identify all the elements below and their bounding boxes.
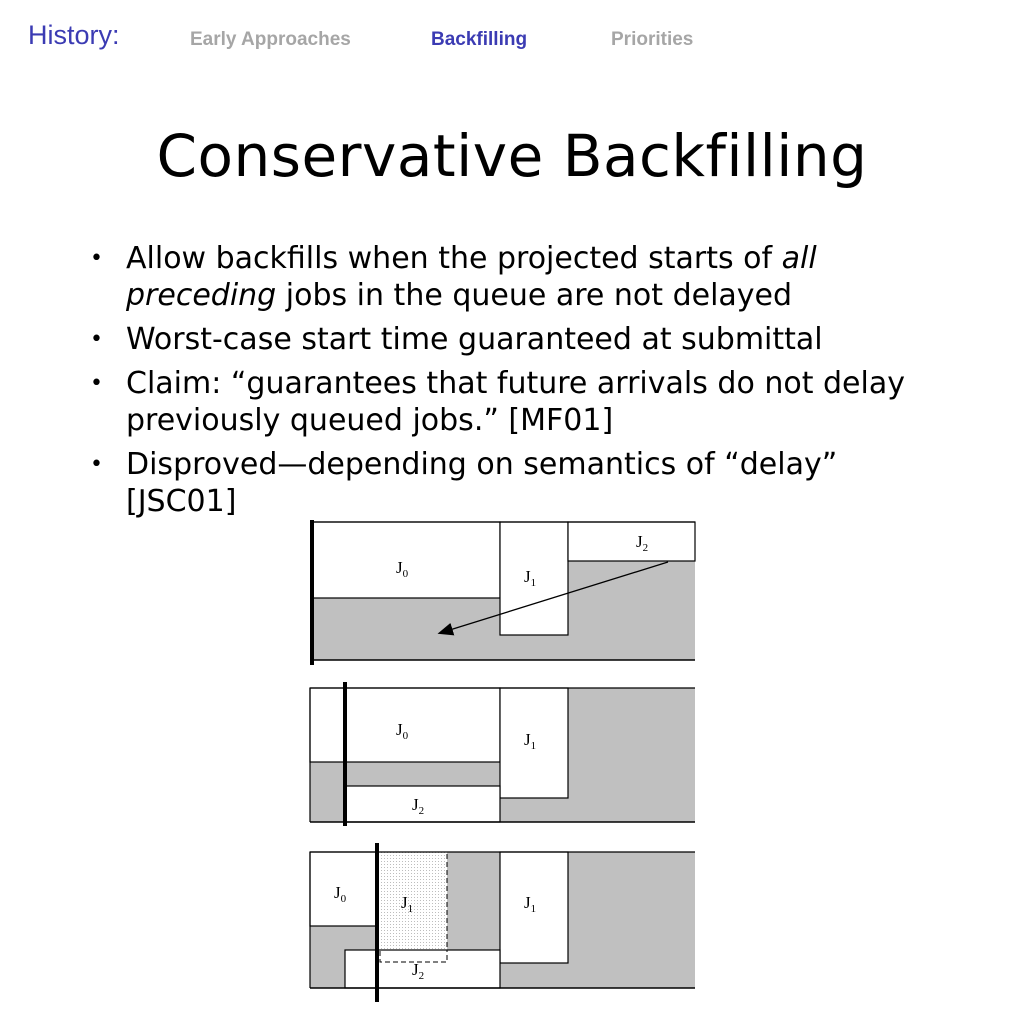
bullet-text: jobs in the queue are not delayed <box>276 278 793 313</box>
label-j1: $J_1$ <box>524 893 537 915</box>
label-j0: $J_0$ <box>396 558 409 580</box>
bullet-text: Worst-case start time guaranteed at submittal <box>126 322 823 357</box>
top-navigation <box>0 0 1024 70</box>
bullet-item <box>90 240 940 314</box>
label-j0: $J_0$ <box>334 883 347 905</box>
shaded-area <box>500 635 568 660</box>
bullet-list <box>90 240 940 527</box>
nav-link-priorities[interactable]: Priorities <box>611 29 694 50</box>
bullet-dot-icon: • <box>90 327 103 352</box>
nav-link-backfilling[interactable]: Backfilling <box>431 29 528 50</box>
job-box-j0 <box>312 522 500 598</box>
diagram-panel-initial <box>312 520 695 665</box>
label-j2: $J_2$ <box>636 532 649 554</box>
diagram-panel-backfilled <box>310 682 695 826</box>
shaded-area <box>500 963 568 988</box>
job-box-j2 <box>568 522 695 561</box>
bullet-item <box>90 365 940 439</box>
diagram-panel-delayed <box>310 843 695 1002</box>
bullet-dot-icon: • <box>90 371 103 396</box>
bullet-text: Allow backfills when the projected starts of <box>126 241 782 276</box>
bullet-dot-icon: • <box>90 246 103 271</box>
label-j0: $J_0$ <box>396 720 409 742</box>
bullet-item <box>90 321 940 358</box>
job-box-j1-backfilled <box>377 852 447 950</box>
bullet-item <box>90 446 940 520</box>
bullet-text-italic: all preceding <box>126 241 817 313</box>
nav-link-early-approaches[interactable]: Early Approaches <box>190 29 351 50</box>
shaded-area <box>500 798 568 822</box>
nav-title: History: <box>28 20 120 50</box>
shaded-area <box>447 852 500 950</box>
label-j1: $J_1$ <box>524 567 537 589</box>
shaded-area <box>568 688 695 822</box>
label-j1: $J_1$ <box>524 730 537 752</box>
shaded-area <box>568 852 695 988</box>
label-j1-backfilled: $J_1$ <box>401 893 414 915</box>
job-box-j0 <box>310 688 500 762</box>
bullet-text: Disproved—depending on semantics of “delay” [JSC01] <box>126 447 838 519</box>
label-j2: $J_2$ <box>412 960 425 982</box>
bullet-text: Claim: “guarantees that future arrivals do not delay previously queued jobs.” [MF01] <box>126 366 905 438</box>
backfilling-diagram <box>300 515 700 1015</box>
bullet-dot-icon: • <box>90 452 103 477</box>
slide-title: Conservative Backfilling <box>156 122 868 190</box>
job-box-j0 <box>310 852 377 926</box>
shaded-area <box>568 561 695 660</box>
job-box-j2 <box>345 950 500 988</box>
shaded-area <box>312 598 500 660</box>
label-j2: $J_2$ <box>412 795 425 817</box>
